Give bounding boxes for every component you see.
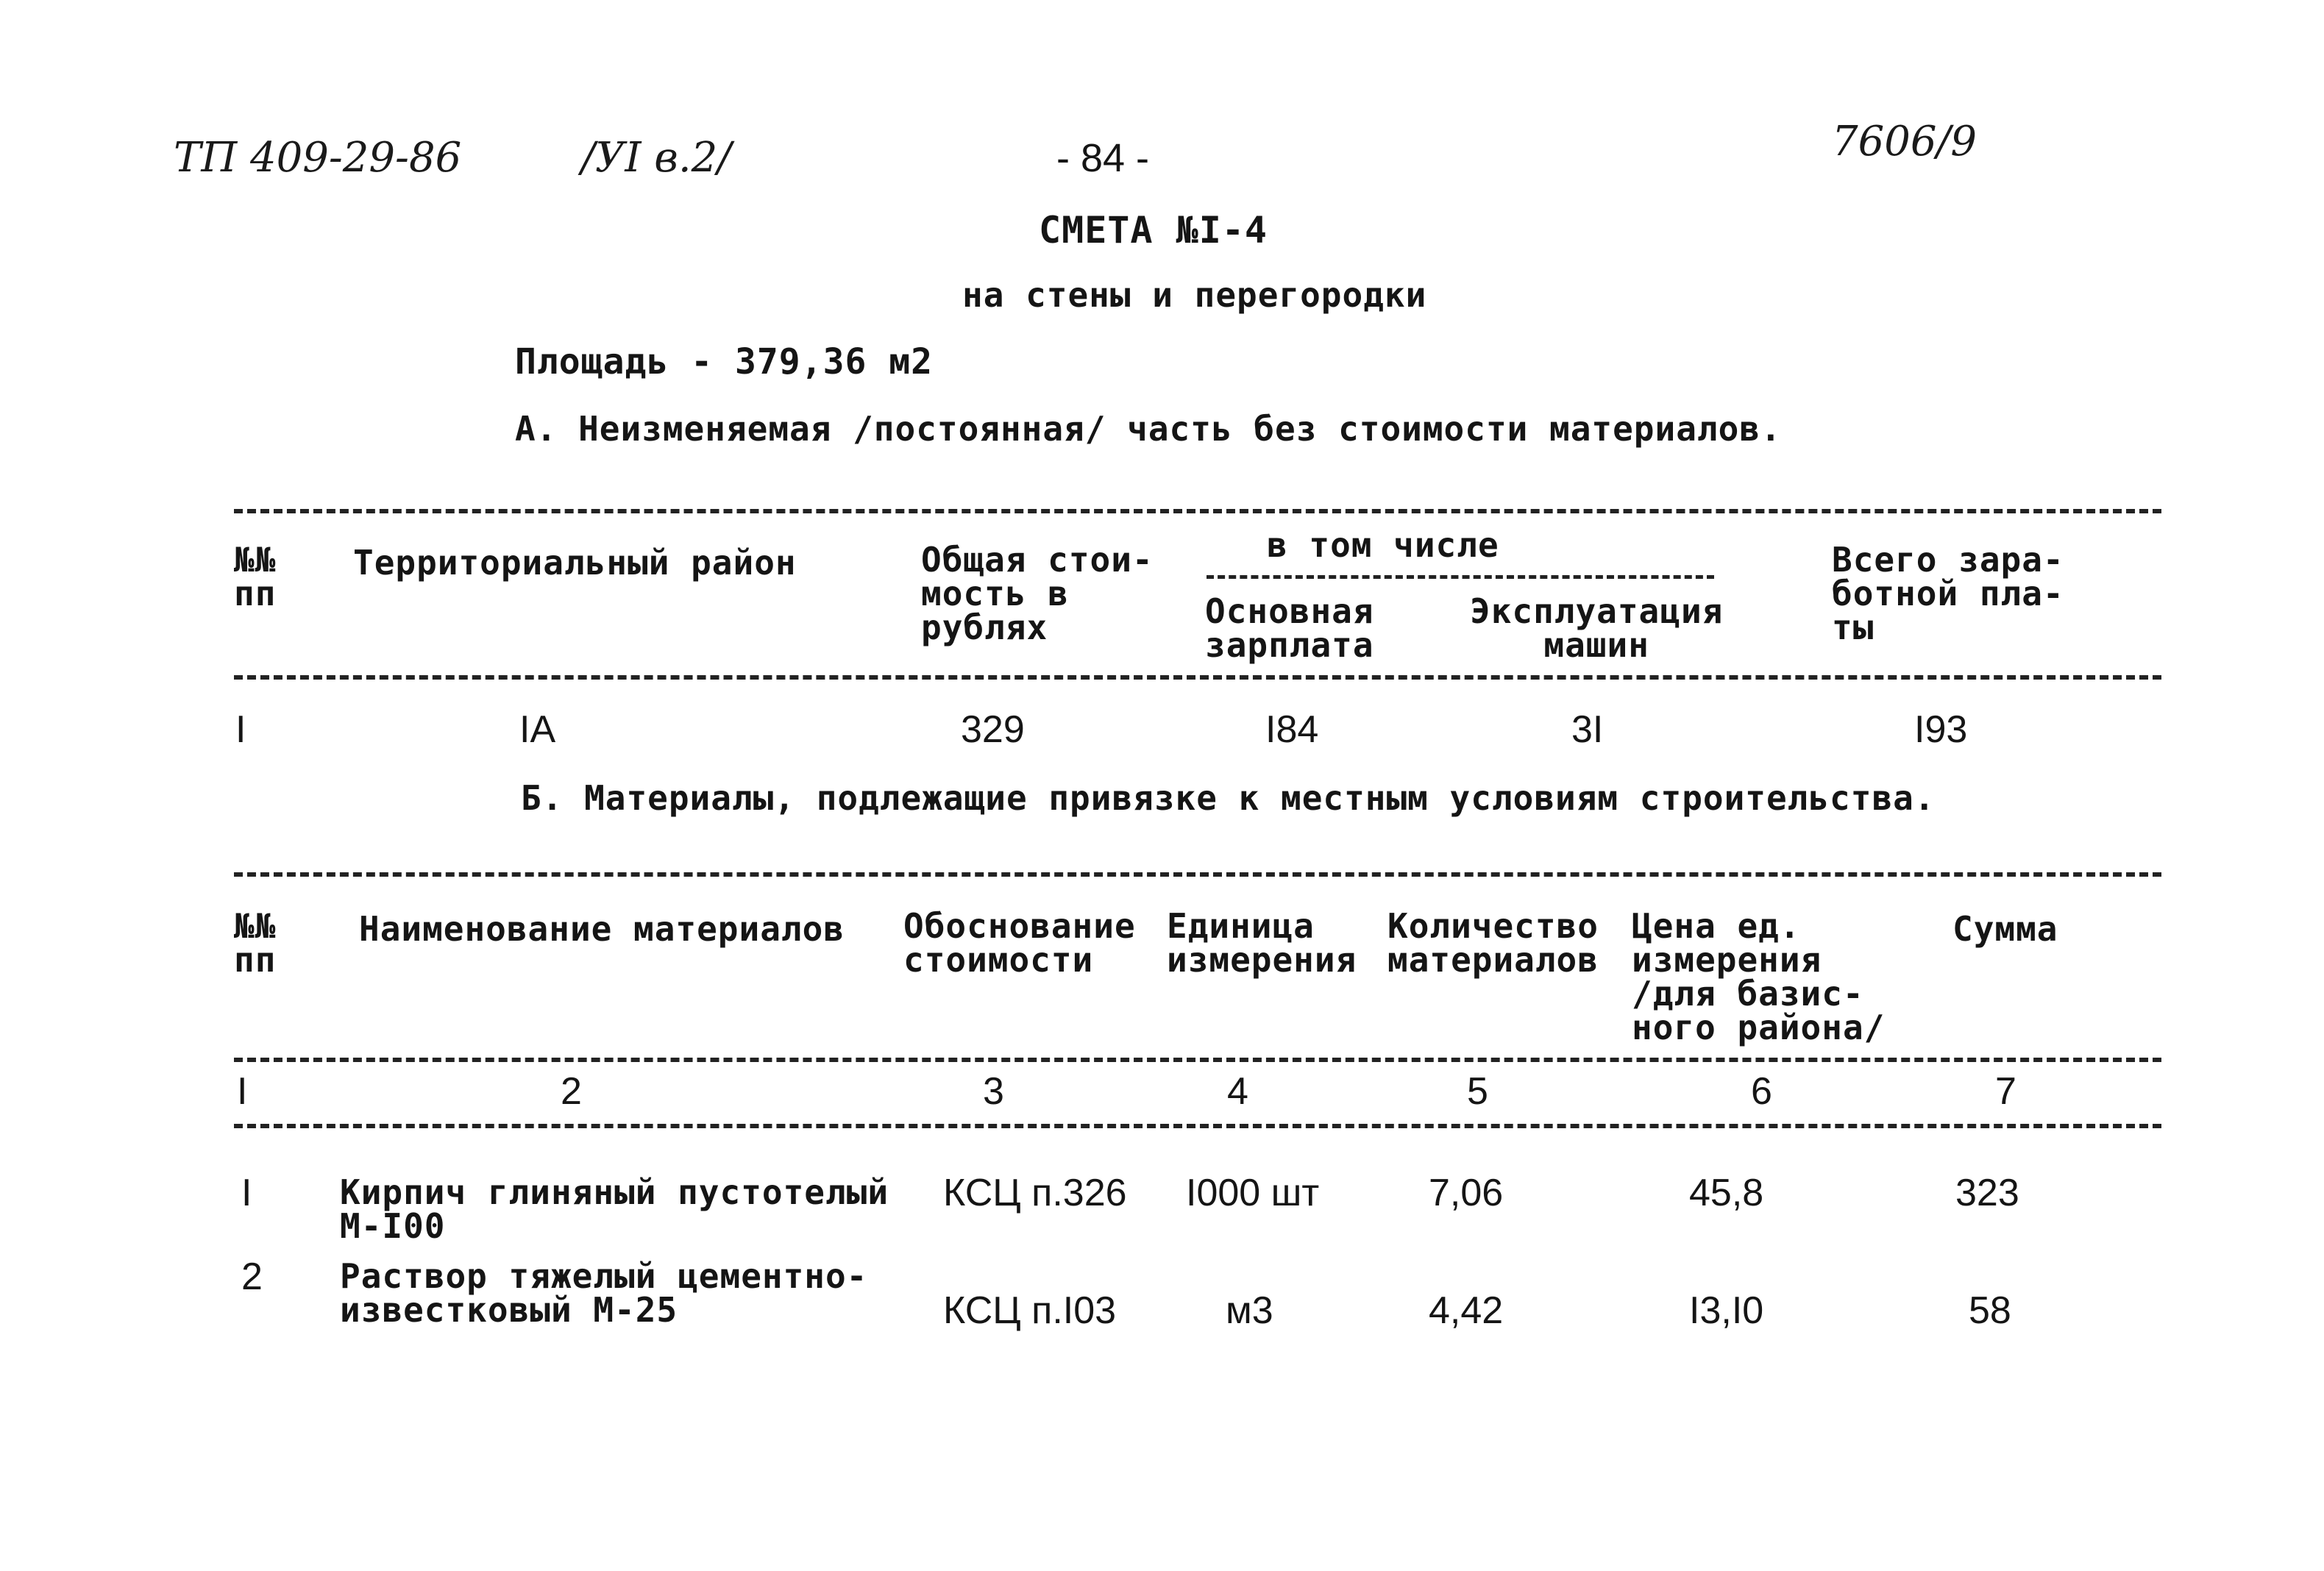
column-number: 5 (1467, 1070, 1488, 1113)
column-number: 4 (1227, 1070, 1248, 1113)
cell-salary: I84 (1265, 708, 1319, 751)
area-label: Площадь - 379,36 м2 (515, 341, 934, 382)
col-header-num: №№ пп (234, 906, 277, 980)
cell-name: Раствор тяжелый цементно- известковый М-25 (340, 1256, 868, 1330)
col-header-wages-total: Всего зара- ботной пла- ты (1832, 540, 2064, 647)
column-number: 7 (1995, 1070, 2016, 1113)
cell-num: I (235, 708, 246, 751)
col-header-incl: в том числе (1267, 525, 1499, 565)
cell-unit: м3 (1226, 1289, 1273, 1332)
section-a-heading: А. Неизменяемая /постоянная/ часть без стоимости материалов. (515, 409, 1782, 449)
page-number: - 84 - (1056, 136, 1150, 180)
cell-sum: 323 (1955, 1172, 2019, 1214)
table-a-header-rule (234, 675, 2161, 680)
col-header-basis: Обоснование стоимости (903, 906, 1136, 980)
col-header-unit: Единица измерения (1167, 906, 1357, 980)
table-b-top-rule (234, 872, 2161, 877)
cell-wages-total: I93 (1914, 708, 1968, 751)
column-number: 2 (561, 1070, 582, 1113)
cell-price: I3,I0 (1689, 1289, 1764, 1332)
col-header-price: Цена ед. измерения /для базис- ного района/ (1632, 906, 1886, 1047)
cell-total: 329 (961, 708, 1025, 751)
col-header-num: №№ пп (234, 540, 277, 613)
table-a-top-rule (234, 509, 2161, 513)
column-number: 3 (983, 1070, 1004, 1113)
cell-machines: 3I (1571, 708, 1604, 751)
project-code: ТП 409-29-86 (174, 134, 462, 182)
col-header-qty: Количество материалов (1387, 906, 1599, 980)
cell-name: Кирпич глиняный пустотелый М-I00 (340, 1172, 889, 1246)
col-header-salary: Основная зарплата (1205, 591, 1374, 665)
estimate-subject: на стены и перегородки (962, 275, 1427, 315)
cell-district: IА (519, 708, 556, 751)
cell-basis: КСЦ п.I03 (943, 1289, 1117, 1332)
cell-num: 2 (241, 1255, 263, 1298)
archive-number: 7606/9 (1832, 118, 1977, 165)
col-header-name: Наименование материалов (359, 909, 845, 949)
volume-number: /УI в.2/ (581, 134, 732, 182)
section-b-heading: Б. Материалы, подлежащие привязке к местным условиям строительства. (521, 778, 1936, 818)
col-header-machines: Эксплуатация машин (1470, 591, 1724, 665)
cell-basis: КСЦ п.326 (943, 1172, 1127, 1214)
estimate-title: СМЕТА №I-4 (1039, 209, 1268, 252)
incl-sub-rule (1207, 575, 1714, 579)
cell-qty: 7,06 (1429, 1172, 1504, 1214)
col-header-sum: Сумма (1952, 909, 2058, 949)
column-number: I (237, 1070, 248, 1113)
table-b-numbers-rule (234, 1124, 2161, 1128)
cell-num: I (241, 1172, 252, 1214)
cell-unit: I000 шт (1186, 1172, 1320, 1214)
column-number: 6 (1751, 1070, 1772, 1113)
col-header-total: Общая стои- мость в рублях (921, 540, 1154, 647)
cell-qty: 4,42 (1429, 1289, 1504, 1332)
cell-price: 45,8 (1689, 1172, 1764, 1214)
table-b-header-rule (234, 1058, 2161, 1062)
cell-sum: 58 (1969, 1289, 2011, 1332)
col-header-district: Территориальный район (353, 543, 797, 583)
